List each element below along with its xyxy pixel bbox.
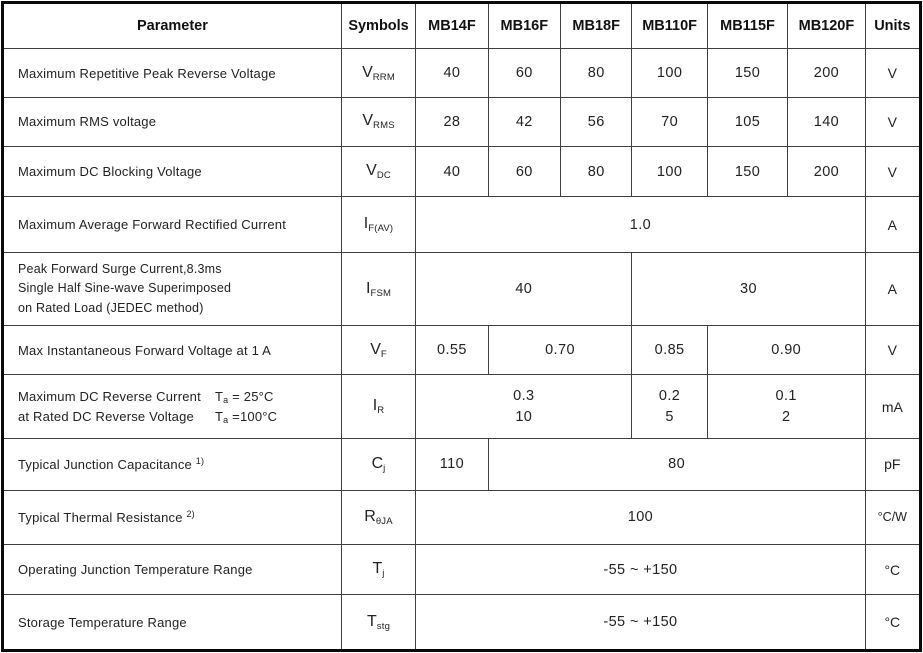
table-row-ifav	[3, 197, 921, 252]
value-cell: 56	[561, 97, 632, 146]
value-cell-merged: 100	[416, 490, 865, 544]
value-cell-merged: 80	[488, 439, 865, 490]
value-cell: 42	[488, 97, 560, 146]
table-row-tstg	[3, 595, 921, 651]
symbol-rthja: $R_{\theta JA}$	[341, 490, 415, 544]
table-row-rthja	[3, 490, 921, 544]
value-cell: 60	[488, 147, 560, 197]
unit-cell: mA	[865, 374, 920, 438]
symbol-vrms: $V_{RMS}$	[341, 97, 415, 146]
value-cell: 28	[416, 97, 488, 146]
table-row-vrms	[3, 97, 921, 146]
parameter-cell: Maximum Repetitive Peak Reverse Voltage	[3, 49, 342, 97]
table-header-row	[3, 3, 921, 49]
symbol-vdc: $V_{DC}$	[341, 147, 415, 197]
table-row-cj	[3, 439, 921, 490]
col-header-mb120f: MB120F	[788, 3, 865, 49]
parameter-cell: Maximum DC Reverse Current $T_a = 25^\circ C$ at Rated DC Reverse Voltage $T_a =100^\circ C$	[3, 374, 342, 438]
col-header-parameter: Parameter	[3, 3, 342, 49]
value-cell-merged: 30	[632, 252, 865, 326]
col-header-mb18f: MB18F	[561, 3, 632, 49]
parameter-cell: Typical Junction Capacitance $^{1)}$	[3, 439, 342, 490]
symbol-ifav: $I_{F(AV)}$	[341, 197, 415, 252]
value-cell: 40	[416, 49, 488, 97]
value-cell: 0.2 5	[632, 374, 707, 438]
value-cell: 80	[561, 49, 632, 97]
symbol-tstg: $T_{stg}$	[341, 595, 415, 651]
value-cell: 105	[707, 97, 787, 146]
symbol-vf: $V_F$	[341, 326, 415, 374]
symbol-ifsm: $I_{FSM}$	[341, 252, 415, 326]
unit-cell: V	[865, 97, 920, 146]
col-header-mb110f: MB110F	[632, 3, 707, 49]
value-cell: 140	[788, 97, 865, 146]
value-cell: 200	[788, 147, 865, 197]
value-cell: 60	[488, 49, 560, 97]
unit-cell: °C	[865, 595, 920, 651]
unit-cell: pF	[865, 439, 920, 490]
value-cell-merged: 0.3 10	[416, 374, 632, 438]
value-cell: 0.55	[416, 326, 488, 374]
value-cell: 100	[632, 147, 707, 197]
table-row-ifsm	[3, 252, 921, 326]
value-cell-merged: 1.0	[416, 197, 865, 252]
table-row-tj	[3, 545, 921, 595]
value-cell-merged: 0.1 2	[707, 374, 865, 438]
parameter-cell: Maximum DC Blocking Voltage	[3, 147, 342, 197]
footnote-ref-2: 2)	[186, 509, 195, 520]
parameter-cell: Peak Forward Surge Current,8.3ms Single Half Sine-wave Superimposed on Rated Load (JEDEC method)	[3, 252, 342, 326]
symbol-cj: $C_j$	[341, 439, 415, 490]
table-row-vf	[3, 326, 921, 374]
value-cell: 110	[416, 439, 488, 490]
condition-ta-100c: $T_a =100^\circ C$	[215, 408, 278, 425]
parameter-cell: Max Instantaneous Forward Voltage at 1 A	[3, 326, 342, 374]
parameter-cell: Maximum Average Forward Rectified Current	[3, 197, 342, 252]
table-row-vdc	[3, 147, 921, 197]
parameter-cell: Storage Temperature Range	[3, 595, 342, 651]
parameter-cell: Maximum RMS voltage	[3, 97, 342, 146]
unit-cell: °C/W	[865, 490, 920, 544]
col-header-mb16f: MB16F	[488, 3, 560, 49]
value-cell-merged: -55 ~ +150	[416, 545, 865, 595]
value-cell: 0.85	[632, 326, 707, 374]
value-cell: 200	[788, 49, 865, 97]
unit-cell: V	[865, 49, 920, 97]
value-cell-merged: -55 ~ +150	[416, 595, 865, 651]
value-cell: 100	[632, 49, 707, 97]
unit-cell: V	[865, 147, 920, 197]
ratings-table	[1, 1, 922, 652]
table-row-vrrm	[3, 49, 921, 97]
unit-cell: V	[865, 326, 920, 374]
value-cell-merged: 0.70	[488, 326, 632, 374]
value-cell: 150	[707, 49, 787, 97]
value-cell: 80	[561, 147, 632, 197]
symbol-ir: $I_R$	[341, 374, 415, 438]
parameter-cell: Typical Thermal Resistance $^{2)}$	[3, 490, 342, 544]
value-cell-merged: 0.90	[707, 326, 865, 374]
table-row-ir	[3, 374, 921, 438]
unit-cell: °C	[865, 545, 920, 595]
col-header-mb115f: MB115F	[707, 3, 787, 49]
footnote-ref-1: 1)	[195, 456, 205, 467]
value-cell: 70	[632, 97, 707, 146]
value-cell: 40	[416, 147, 488, 197]
value-cell: 150	[707, 147, 787, 197]
symbol-tj: $T_j$	[341, 545, 415, 595]
col-header-mb14f: MB14F	[416, 3, 488, 49]
parameter-cell: Operating Junction Temperature Range	[3, 545, 342, 595]
condition-ta-25c: $T_a = 25^\circ C$	[215, 388, 274, 405]
unit-cell: A	[865, 197, 920, 252]
col-header-symbols: Symbols	[341, 3, 415, 49]
symbol-vrrm: $V_{RRM}$	[341, 49, 415, 97]
col-header-units: Units	[865, 3, 920, 49]
value-cell-merged: 40	[416, 252, 632, 326]
unit-cell: A	[865, 252, 920, 326]
